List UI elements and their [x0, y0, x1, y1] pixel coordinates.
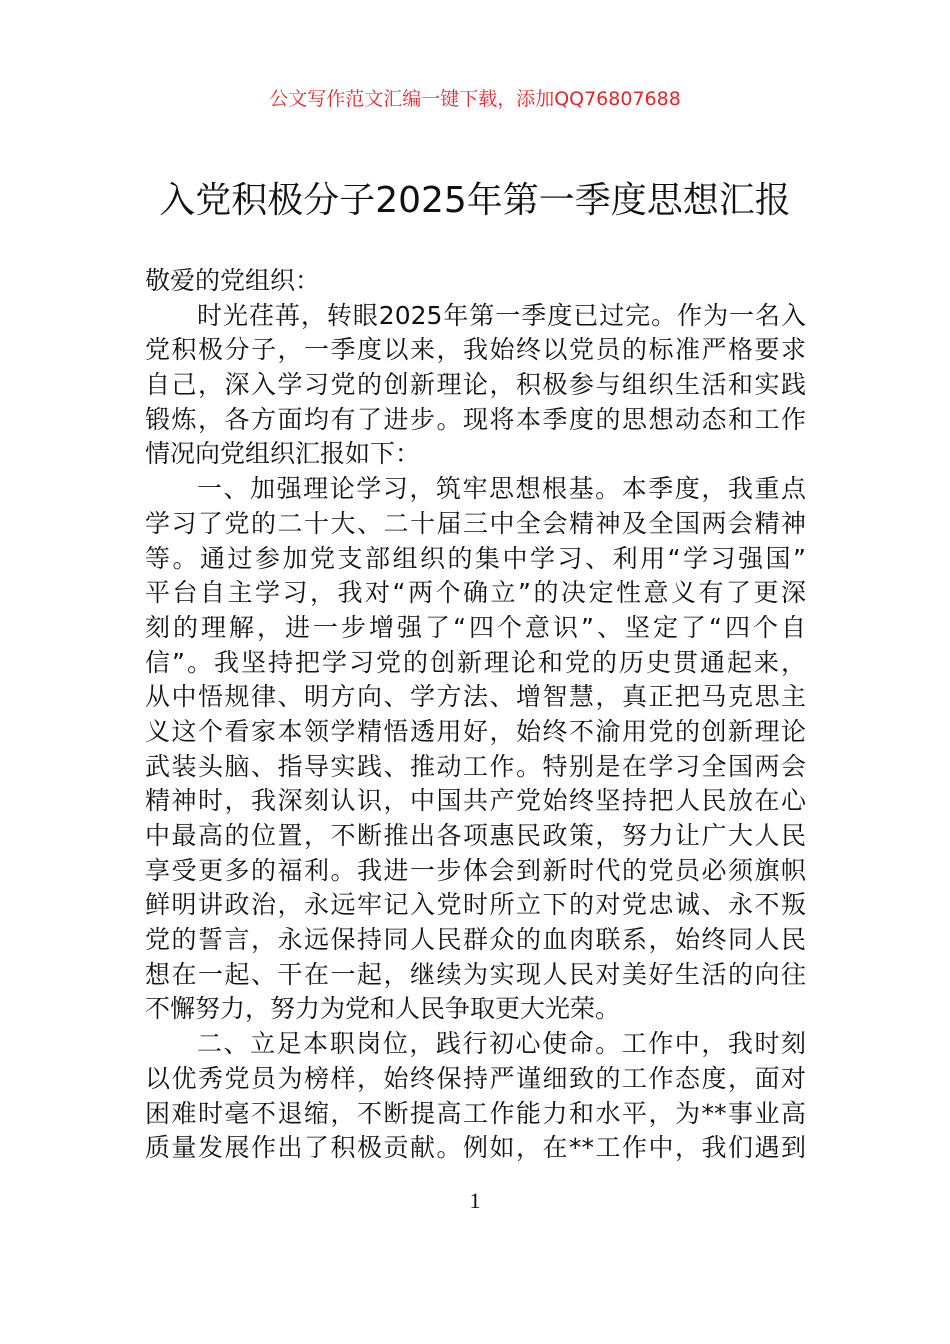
- text-line: 从中悟规律、明方向、学方法、增智慧，真正把马克思主: [145, 682, 806, 712]
- text-line: 二、立足本职岗位，践行初心使命。工作中，我时刻: [197, 1029, 806, 1059]
- text-line: 精神时，我深刻认识，中国共产党始终坚持把人民放在心: [145, 786, 806, 816]
- download-notice-header: 公文写作范文汇编一键下载，添加QQ76807688: [269, 88, 681, 110]
- text-line: 情况向党组织汇报如下：: [145, 439, 421, 469]
- text-line: 平台自主学习，我对“两个确立”的决定性意义有了更深: [145, 578, 806, 608]
- text-line: 刻的理解，进一步增强了“四个意识”、坚定了“四个自: [145, 612, 806, 642]
- text-line: 质量发展作出了积极贡献。例如，在**工作中，我们遇到: [145, 1133, 806, 1163]
- text-line: 锻炼，各方面均有了进步。现将本季度的思想动态和工作: [145, 404, 806, 434]
- text-line: 义这个看家本领学精悟透用好，始终不渝用党的创新理论: [145, 716, 806, 746]
- page-number: 1: [469, 1188, 481, 1213]
- document-body: [145, 264, 806, 1166]
- document-title: 入党积极分子2025年第一季度思想汇报: [159, 180, 791, 221]
- text-line: 困难时毫不退缩，不断提高工作能力和水平，为**事业高: [145, 1098, 806, 1128]
- text-line: 等。通过参加党支部组织的集中学习、利用“学习强国”: [145, 543, 806, 573]
- text-line: 以优秀党员为榜样，始终保持严谨细致的工作态度，面对: [145, 1063, 806, 1093]
- text-line: 享受更多的福利。我进一步体会到新时代的党员必须旗帜: [145, 855, 806, 885]
- text-line: 党的誓言，永远保持同人民群众的血肉联系，始终同人民: [145, 925, 806, 955]
- text-line: 中最高的位置，不断推出各项惠民政策，努力让广大人民: [145, 821, 806, 850]
- text-line: 一、加强理论学习，筑牢思想根基。本季度，我重点: [197, 474, 806, 504]
- text-line: 学习了党的二十大、二十届三中全会精神及全国两会精神: [145, 508, 806, 538]
- text-line: 时光荏苒，转眼2025年第一季度已过完。作为一名入: [197, 300, 806, 330]
- text-line: 武装头脑、指导实践、推动工作。特别是在学习全国两会: [145, 751, 806, 781]
- text-line: 党积极分子，一季度以来，我始终以党员的标准严格要求: [145, 335, 806, 365]
- text-line: 想在一起、干在一起，继续为实现人民对美好生活的向往: [145, 959, 806, 989]
- text-line: 敬爱的党组织：: [145, 266, 321, 295]
- text-line: 信”。我坚持把学习党的创新理论和党的历史贯通起来，: [145, 647, 806, 677]
- text-line: 鲜明讲政治，永远牢记入党时所立下的对党忠诚、永不叛: [145, 890, 806, 920]
- text-line: 自己，深入学习党的创新理论，积极参与组织生活和实践: [145, 370, 806, 400]
- text-line: 不懈努力，努力为党和人民争取更大光荣。: [145, 994, 621, 1024]
